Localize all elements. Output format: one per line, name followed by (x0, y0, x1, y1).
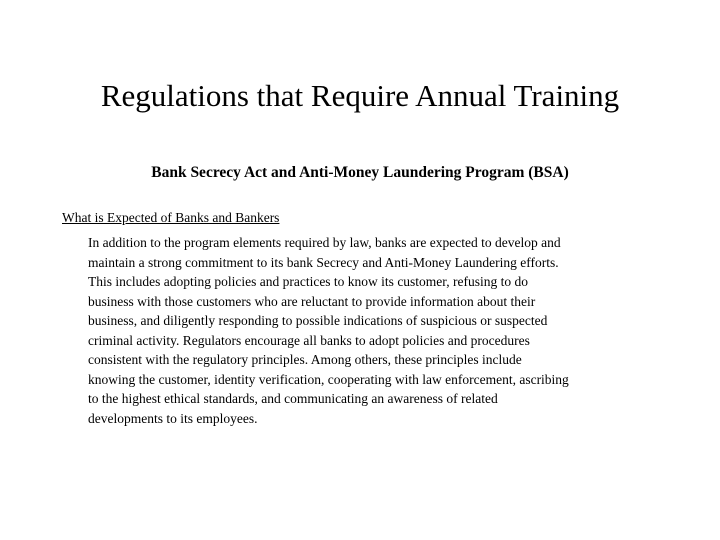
body-line: developments to its employees. (88, 410, 258, 426)
body-line: criminal activity. Regulators encourage all banks to adopt policies and procedures (88, 332, 530, 348)
body-paragraph (88, 233, 668, 428)
body-line: This includes adopting policies and practices to know its customer, refusing to do (88, 274, 528, 289)
section-heading: What is Expected of Banks and Bankers (62, 210, 280, 225)
slide-title: Regulations that Require Annual Training (100, 78, 620, 113)
body-line: consistent with the regulatory principles. Among others, these principles include (88, 352, 522, 367)
body-line: In addition to the program elements required by law, banks are expected to develop and (88, 235, 561, 250)
body-line: knowing the customer, identity verification, cooperating with law enforcement, ascribing (88, 371, 569, 387)
body-line: business with those customers who are reluctant to provide information about their (88, 293, 536, 309)
body-line: maintain a strong commitment to its bank Secrecy and Anti-Money Laundering efforts. (88, 254, 559, 270)
slide-subtitle: Bank Secrecy Act and Anti-Money Laundering Program (BSA) (151, 164, 569, 181)
body-line: to the highest ethical standards, and communicating an awareness of related (88, 391, 498, 406)
body-line: business, and diligently responding to possible indications of suspicious or suspected (88, 313, 548, 328)
